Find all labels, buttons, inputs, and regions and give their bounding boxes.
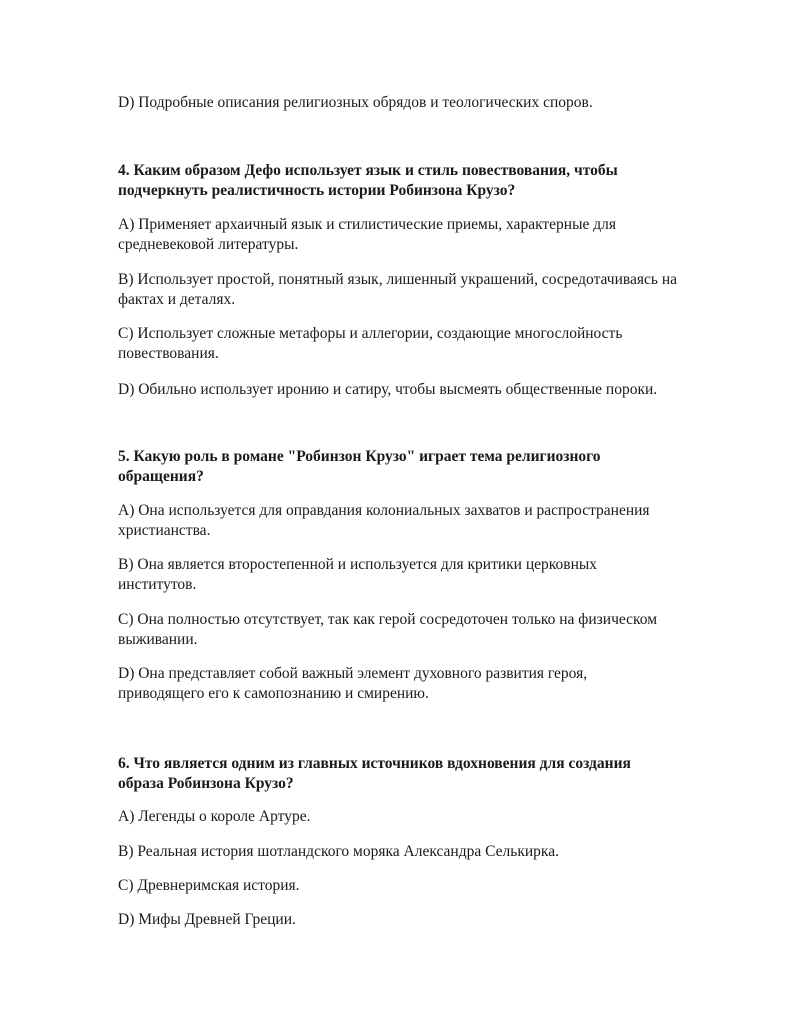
question-5-option-c: C) Она полностью отсутствует, так как герой сосредоточен только на физическом выживании.	[118, 611, 658, 648]
question-5-option-d: D) Она представляет собой важный элемент духовного развития героя, приводящего его к самопознанию и смирению.	[118, 665, 588, 702]
question-6-option-b: B) Реальная история шотландского моряка Александра Селькирка.	[118, 843, 559, 860]
question-4-option-a: А) Применяет архаичный язык и стилистические приемы, характерные для средневековой литературы.	[118, 216, 617, 253]
question-5-option-b: B) Она является второстепенной и используется для критики церковных институтов.	[118, 556, 598, 593]
question-4-option-b: B) Использует простой, понятный язык, лишенный украшений, сосредотачиваясь на фактах и деталях.	[118, 271, 678, 308]
question-6-option-d: D) Мифы Древней Греции.	[118, 911, 296, 928]
question-4-title: 4. Каким образом Дефо использует язык и стиль повествования, чтобы подчеркнуть реалистичность истории Робинзона Крузо?	[118, 162, 618, 199]
answer-option-d-q3: D) Подробные описания религиозных обрядов и теологических споров.	[118, 94, 593, 111]
question-5-title: 5. Какую роль в романе "Робинзон Крузо" играет тема религиозного обращения?	[118, 448, 601, 485]
question-5-option-a: А) Она используется для оправдания колониальных захватов и распространения христианства.	[118, 502, 650, 539]
question-6-title: 6. Что является одним из главных источников вдохновения для создания образа Робинзона Крузо?	[118, 755, 631, 792]
question-4-option-c: C) Использует сложные метафоры и аллегории, создающие многослойность повествования.	[118, 325, 623, 362]
question-6-option-c: C) Древнеримская история.	[118, 877, 300, 894]
question-6-option-a: А) Легенды о короле Артуре.	[118, 808, 311, 825]
question-4-option-d: D) Обильно использует иронию и сатиру, чтобы высмеять общественные пороки.	[118, 381, 658, 398]
